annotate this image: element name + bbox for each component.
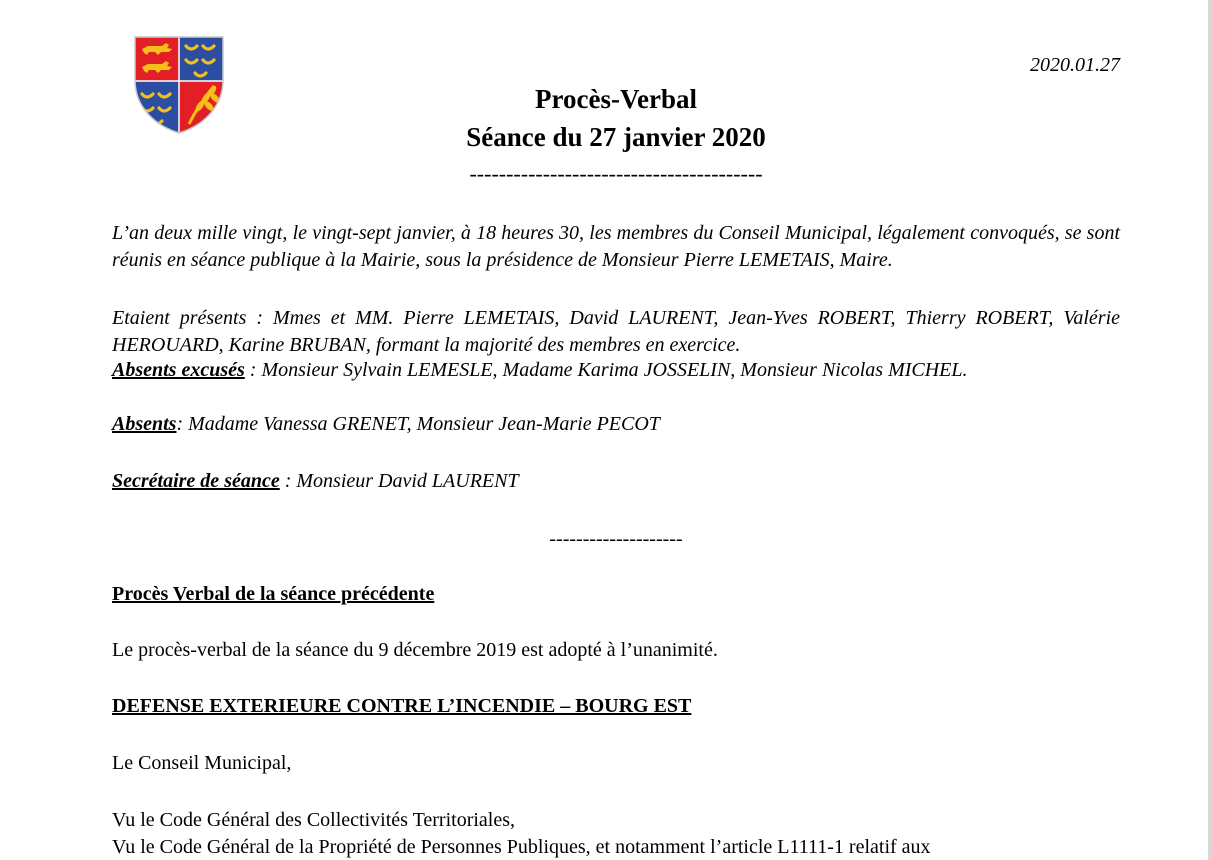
presents-paragraph: Etaient présents : Mmes et MM. Pierre LEMETAIS, David LAURENT, Jean-Yves ROBERT, Thierry ROBERT, Valérie HEROUARD, Karine BRUBAN, formant la majorité des membres en exercice. [112,307,1120,356]
excused-label: Absents excusés [112,359,245,381]
document-title: Procès-Verbal [535,84,697,114]
legal-ref-cgct: Vu le Code Général des Collectivités Territoriales, [112,809,516,831]
title-rule: ---------------------------------------- [469,161,763,186]
window-edge [1208,0,1212,860]
crest-quarter-blue-bottom [134,81,179,134]
crest-quarter-red-top [134,36,179,81]
previous-minutes-text: Le procès-verbal de la séance du 9 décembre 2019 est adopté à l’unanimité. [112,639,718,661]
secretary-text: : Monsieur David LAURENT [279,470,519,492]
absents-text: : Madame Vanessa GRENET, Monsieur Jean-Marie PECOT [176,413,660,435]
section-separator: -------------------- [549,528,683,550]
secretary-paragraph [112,468,1120,495]
absents-paragraph [112,411,1120,438]
section-heading-previous-minutes: Procès Verbal de la séance précédente [112,583,435,605]
secretary-label: Secrétaire de séance [112,470,280,492]
section-heading-fire-defense: DEFENSE EXTERIEURE CONTRE L’INCENDIE – BOURG EST [112,695,692,717]
absents-label: Absents [112,413,177,435]
intro-paragraph: L’an deux mille vingt, le vingt-sept janvier, à 18 heures 30, les membres du Conseil Municipal, légalement convoqués, se sont réunis en séance publique à la Mairie, sous la présidence de Monsieur Pierre LEMETAIS, Maire. [112,222,1120,271]
legal-ref-cgppp: Vu le Code Général de la Propriété de Personnes Publiques, et notamment l’article L1111-1 relatif aux [112,836,931,858]
document-date: 2020.01.27 [1030,54,1120,76]
coat-of-arms [134,36,224,134]
excused-text: : Monsieur Sylvain LEMESLE, Madame Karima JOSSELIN, Monsieur Nicolas MICHEL. [244,359,968,381]
excused-paragraph [112,357,1120,384]
council-line: Le Conseil Municipal, [112,752,292,774]
document-subtitle: Séance du 27 janvier 2020 [466,122,766,152]
